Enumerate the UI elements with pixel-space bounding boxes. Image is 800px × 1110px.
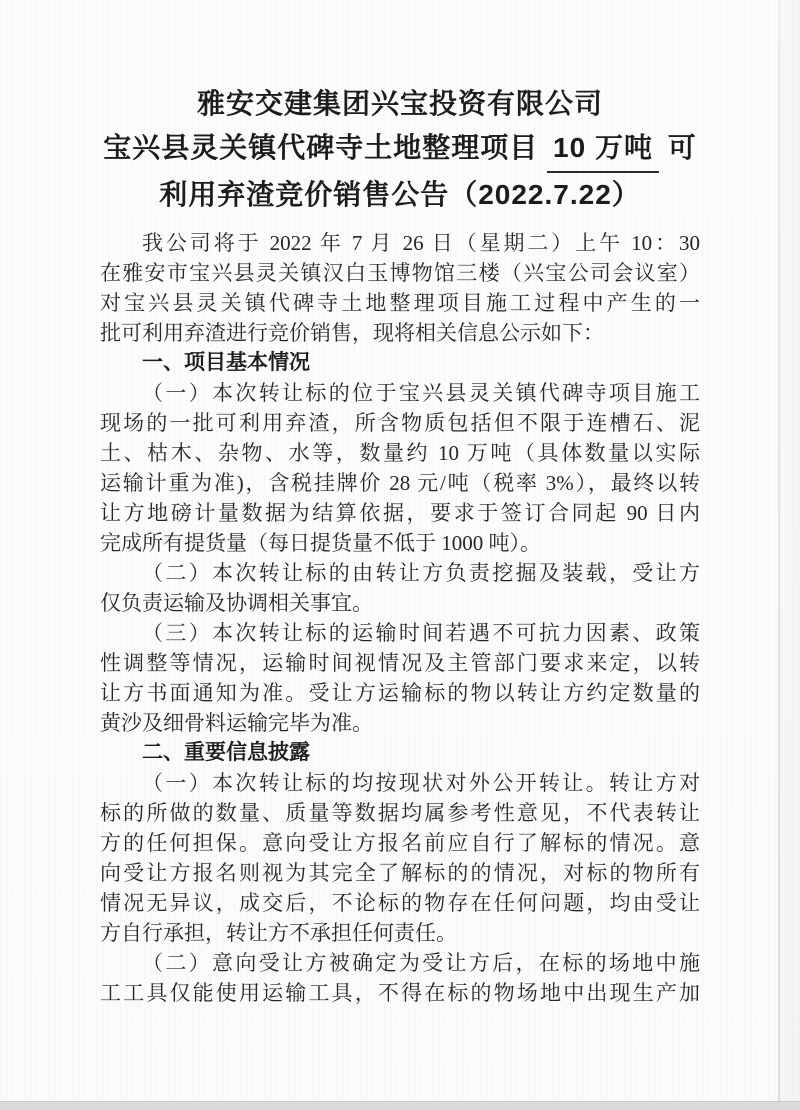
document-title bbox=[0, 82, 800, 217]
body-line: 运输计重为准)，含税挂牌价 28 元/吨（税率 3%），最终以转 bbox=[100, 471, 700, 495]
title-underlined-quantity: 10 万吨 bbox=[547, 126, 659, 173]
body-line: 现场的一批可利用弃渣，所含物质包括但不限于连槽石、泥 bbox=[100, 411, 700, 435]
body-line: （二）本次转让标的由转让方负责挖掘及装载，受让方 bbox=[142, 561, 700, 585]
section-heading: 二、重要信息披露 bbox=[142, 741, 310, 764]
body-line: 黄沙及细骨料运输完毕为准。 bbox=[100, 711, 373, 735]
title-line-2 bbox=[0, 126, 800, 173]
body-line: 方的任何担保。意向受让方报名前应自行了解标的情况。意 bbox=[100, 831, 700, 855]
document-body bbox=[100, 228, 700, 1008]
body-line: 让方书面通知为准。受让方运输标的物以转让方约定数量的 bbox=[100, 681, 700, 705]
title-line-2-post: 可 bbox=[658, 132, 697, 163]
body-line: 对宝兴县灵关镇代碑寺土地整理项目施工过程中产生的一 bbox=[100, 291, 700, 315]
body-line: 方自行承担，转让方不承担任何责任。 bbox=[100, 921, 457, 945]
body-line: 情况无异议，成交后，不论标的物存在任何问题，均由受让 bbox=[100, 891, 700, 915]
body-line: 仅负责运输及协调相关事宜。 bbox=[100, 591, 373, 615]
body-line: 土、枯木、杂物、水等，数量约 10 万吨（具体数量以实际 bbox=[100, 441, 700, 465]
body-line: 向受让方报名则视为其完全了解标的的情况，对标的物所有 bbox=[100, 861, 700, 885]
body-line: （三）本次转让标的运输时间若遇不可抗力因素、政策 bbox=[142, 621, 700, 645]
body-line: （二）意向受让方被确定为受让方后，在标的场地中施 bbox=[142, 951, 700, 975]
body-line: （一）本次转让标的位于宝兴县灵关镇代碑寺项目施工 bbox=[142, 381, 700, 405]
body-line: 完成所有提货量（每日提货量不低于 1000 吨）。 bbox=[100, 531, 541, 555]
scan-bottom-edge bbox=[0, 1101, 800, 1110]
body-line: 我公司将于 2022 年 7 月 26 日（星期二）上午 10：30 bbox=[142, 231, 700, 255]
body-line: 批可利用弃渣进行竞价销售，现将相关信息公示如下： bbox=[100, 321, 604, 345]
title-line-1: 雅安交建集团兴宝投资有限公司 bbox=[196, 88, 603, 119]
title-line-2-pre: 宝兴县灵关镇代碑寺土地整理项目 bbox=[103, 132, 548, 163]
title-line-3: 利用弃渣竞价销售公告（2022.7.22） bbox=[159, 179, 641, 210]
body-line: （一）本次转让标的均按现状对外公开转让。转让方对 bbox=[142, 771, 700, 795]
body-line: 工工具仅能使用运输工具，不得在标的物场地中出现生产加 bbox=[100, 981, 700, 1005]
body-line: 在雅安市宝兴县灵关镇汉白玉博物馆三楼（兴宝公司会议室） bbox=[100, 261, 700, 285]
scan-right-shading bbox=[780, 0, 800, 1102]
scan-page-edge-line bbox=[778, 0, 780, 1102]
body-line: 标的所做的数量、质量等数据均属参考性意见，不代表转让 bbox=[100, 801, 700, 825]
body-line: 让方地磅计量数据为结算依据，要求于签订合同起 90 日内 bbox=[100, 501, 700, 525]
section-heading: 一、项目基本情况 bbox=[142, 351, 310, 374]
body-line: 性调整等情况，运输时间视情况及主管部门要求来定，以转 bbox=[100, 651, 700, 675]
